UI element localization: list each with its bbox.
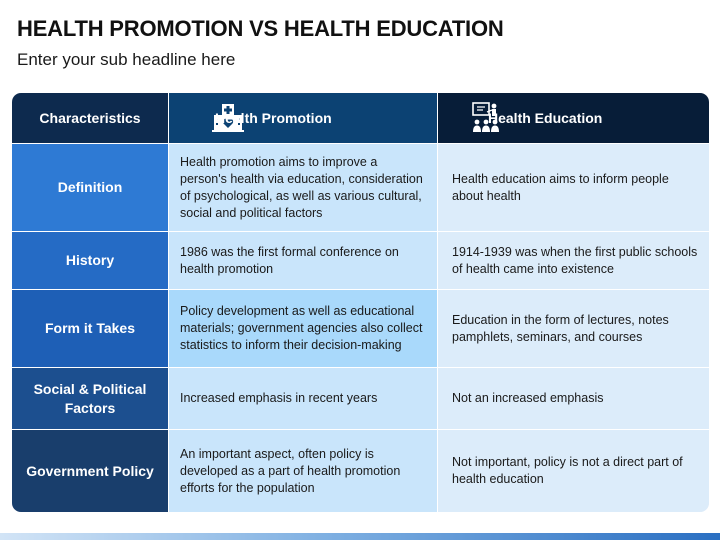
comparison-table — [12, 93, 709, 512]
education-history: 1914-1939 was when the first public schools of health came into existence — [438, 232, 709, 290]
promotion-history: 1986 was the first formal conference on health promotion — [169, 232, 438, 290]
row-label-form: Form it Takes — [12, 290, 169, 368]
header-promotion — [169, 93, 438, 144]
promotion-government-policy: An important aspect, often policy is developed as a part of health promotion efforts for the population — [169, 430, 438, 512]
header-promotion-label: Health Promotion — [215, 110, 332, 126]
row-label-social-political: Social & Political Factors — [12, 368, 169, 430]
header-characteristics-label: Characteristics — [39, 110, 141, 126]
header-education — [438, 93, 709, 144]
education-form: Education in the form of lectures, notes pamphlets, seminars, and courses — [438, 290, 709, 368]
education-government-policy: Not important, policy is not a direct part of health education — [438, 430, 709, 512]
page-subtitle: Enter your sub headline here — [17, 50, 236, 69]
page-title: HEALTH PROMOTION VS HEALTH EDUCATION — [17, 16, 504, 41]
header-characteristics — [12, 93, 169, 144]
promotion-social-political: Increased emphasis in recent years — [169, 368, 438, 430]
promotion-form: Policy development as well as educational materials; government agencies also collect statistics to inform their decision-making — [169, 290, 438, 368]
bottom-accent-bar — [0, 533, 720, 540]
header-education-label: Health Education — [488, 110, 603, 126]
row-label-definition: Definition — [12, 144, 169, 232]
promotion-definition: Health promotion aims to improve a person's health via education, consideration of psychological, as well as various cultural, social and political factors — [169, 144, 438, 232]
education-social-political: Not an increased emphasis — [438, 368, 709, 430]
row-label-history: History — [12, 232, 169, 290]
row-label-government-policy: Government Policy — [12, 430, 169, 512]
education-definition: Health education aims to inform people about health — [438, 144, 709, 232]
